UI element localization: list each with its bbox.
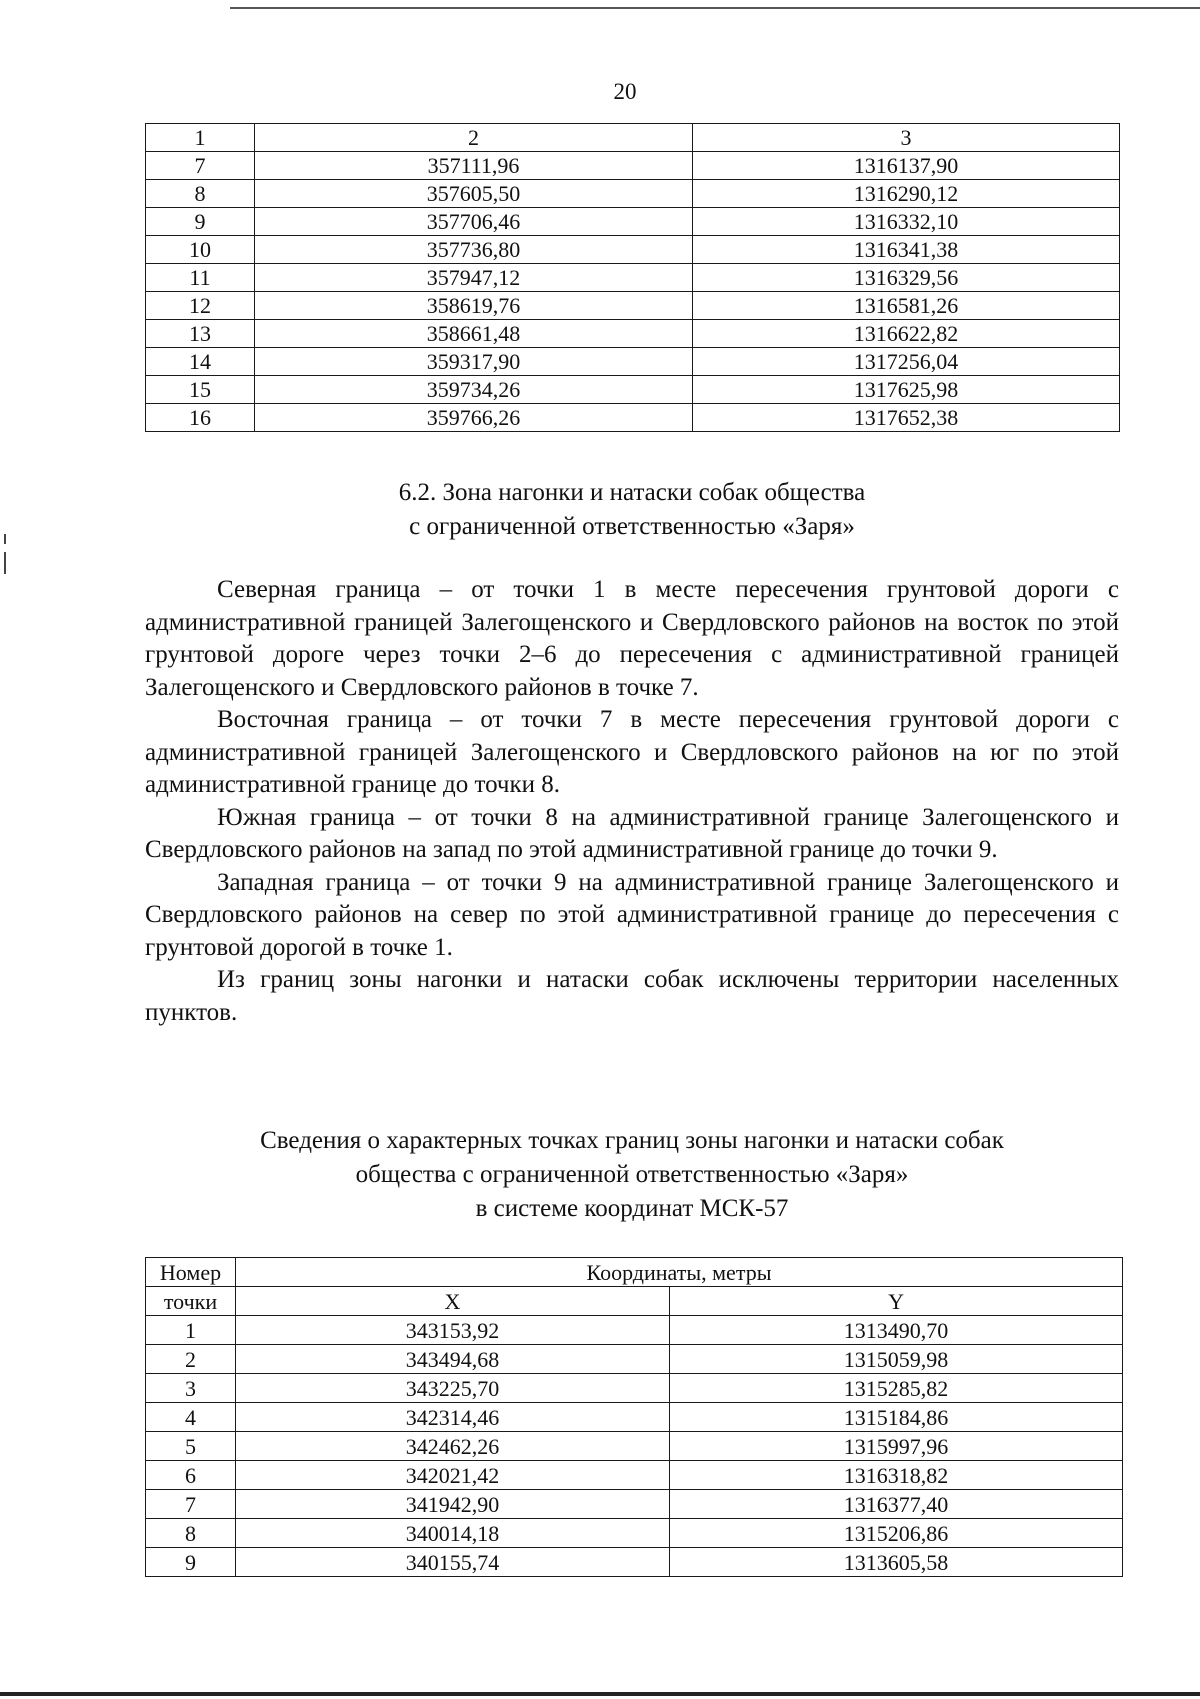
y-coordinate-cell: 1317256,04 (693, 348, 1120, 376)
point-number-cell: 9 (146, 1548, 236, 1577)
table-row (146, 292, 1120, 320)
point-number-cell: 15 (146, 376, 255, 404)
x-coordinate-cell: 340014,18 (236, 1519, 670, 1548)
table-row (146, 1490, 1123, 1519)
x-coordinate-cell: 343494,68 (236, 1345, 670, 1374)
table-caption-line: Сведения о характерных точках границ зоны нагонки и натаски собак (260, 1127, 1004, 1154)
y-coordinate-cell: 1315997,96 (670, 1432, 1123, 1461)
y-coordinate-cell: 1316332,10 (693, 208, 1120, 236)
table-row (146, 208, 1120, 236)
point-number-cell: 4 (146, 1403, 236, 1432)
paragraph: Северная граница – от точки 1 в месте пересечения грунтовой дороги с административной границей Залегощенского и Свердловского районов на восток по этой грунтовой дороге через точки 2–6 до пересечения с административной границей Залегощенского и Свердловского районов в точке 7. (145, 576, 1119, 701)
x-coordinate-cell: 343153,92 (236, 1316, 670, 1345)
y-coordinate-cell: 1316581,26 (693, 292, 1120, 320)
y-coordinate-cell: 1315285,82 (670, 1374, 1123, 1403)
x-coordinate-cell: 359766,26 (255, 404, 693, 432)
point-number-cell: 1 (146, 1316, 236, 1345)
section-heading-line: с ограниченной ответственностью «Заря» (409, 513, 855, 540)
x-header: X (236, 1287, 670, 1316)
table-header-cell: 1 (146, 124, 255, 152)
y-coordinate-cell: 1315184,86 (670, 1403, 1123, 1432)
paragraph: Западная граница – от точки 9 на административной границе Залегощенского и Свердловского районов на север по этой административной границе до пересечения с грунтовой дорогой в точке 1. (145, 868, 1119, 961)
table-row (146, 236, 1120, 264)
y-coordinate-cell: 1316290,12 (693, 180, 1120, 208)
table-row (146, 404, 1120, 432)
point-number-cell: 3 (146, 1374, 236, 1403)
y-coordinate-cell: 1315059,98 (670, 1345, 1123, 1374)
table-row (146, 264, 1120, 292)
point-number-header: Номер (146, 1258, 236, 1287)
y-coordinate-cell: 1316341,38 (693, 236, 1120, 264)
paragraph: Восточная граница – от точки 7 в месте пересечения грунтовой дороги с административной границей Залегощенского и Свердловского районов на юг по этой административной границе до точки 8. (145, 706, 1119, 798)
point-number-cell: 9 (146, 208, 255, 236)
table-row (146, 1316, 1123, 1345)
x-coordinate-cell: 342021,42 (236, 1461, 670, 1490)
x-coordinate-cell: 342462,26 (236, 1432, 670, 1461)
table-row (146, 180, 1120, 208)
y-coordinate-cell: 1313605,58 (670, 1548, 1123, 1577)
point-number-cell: 2 (146, 1345, 236, 1374)
point-number-cell: 7 (146, 1490, 236, 1519)
table-row (146, 376, 1120, 404)
paragraph: Из границ зоны нагонки и натаски собак исключены территории населенных пунктов. (145, 966, 1119, 1026)
y-coordinate-cell: 1313490,70 (670, 1316, 1123, 1345)
page-number: 20 (613, 79, 637, 104)
table-row (146, 1345, 1123, 1374)
coordinates-table-continued (145, 123, 1120, 432)
table-row (146, 1519, 1123, 1548)
y-coordinate-cell: 1317652,38 (693, 404, 1120, 432)
table-row (146, 1403, 1123, 1432)
x-coordinate-cell: 358661,48 (255, 320, 693, 348)
coordinates-table (145, 1257, 1123, 1577)
x-coordinate-cell: 340155,74 (236, 1548, 670, 1577)
point-number-cell: 16 (146, 404, 255, 432)
x-coordinate-cell: 359734,26 (255, 376, 693, 404)
table-caption-line: общества с ограниченной ответственностью «Заря» (355, 1161, 909, 1188)
table-header-cell: 3 (693, 124, 1120, 152)
point-number-cell: 14 (146, 348, 255, 376)
table-row (146, 1461, 1123, 1490)
y-header: Y (670, 1287, 1123, 1316)
table-header-cell: 2 (255, 124, 693, 152)
y-coordinate-cell: 1315206,86 (670, 1519, 1123, 1548)
y-coordinate-cell: 1316318,82 (670, 1461, 1123, 1490)
y-coordinate-cell: 1316622,82 (693, 320, 1120, 348)
x-coordinate-cell: 357706,46 (255, 208, 693, 236)
point-number-cell: 5 (146, 1432, 236, 1461)
y-coordinate-cell: 1316377,40 (670, 1490, 1123, 1519)
table-row (146, 1374, 1123, 1403)
y-coordinate-cell: 1316329,56 (693, 264, 1120, 292)
table-row (146, 1432, 1123, 1461)
x-coordinate-cell: 357947,12 (255, 264, 693, 292)
x-coordinate-cell: 341942,90 (236, 1490, 670, 1519)
table-row (146, 1548, 1123, 1577)
point-number-header: точки (146, 1287, 236, 1316)
coords-header: Координаты, метры (236, 1258, 1123, 1287)
y-coordinate-cell: 1316137,90 (693, 152, 1120, 180)
table-header-row (146, 1258, 1123, 1287)
section-heading-line: 6.2. Зона нагонки и натаски собак общества (398, 479, 866, 506)
table-row (146, 348, 1120, 376)
x-coordinate-cell: 343225,70 (236, 1374, 670, 1403)
point-number-cell: 7 (146, 152, 255, 180)
x-coordinate-cell: 357605,50 (255, 180, 693, 208)
paragraph: Южная граница – от точки 8 на административной границе Залегощенского и Свердловского районов на запад по этой административной границе до точки 9. (145, 803, 1119, 863)
point-number-cell: 6 (146, 1461, 236, 1490)
table-header-row (146, 1287, 1123, 1316)
x-coordinate-cell: 357111,96 (255, 152, 693, 180)
point-number-cell: 10 (146, 236, 255, 264)
boundary-description (145, 574, 1119, 1029)
point-number-cell: 8 (146, 180, 255, 208)
scan-left-mark (4, 552, 6, 574)
x-coordinate-cell: 357736,80 (255, 236, 693, 264)
scan-top-rule (230, 7, 1200, 9)
table-caption (145, 1124, 1119, 1226)
point-number-cell: 13 (146, 320, 255, 348)
point-number-cell: 11 (146, 264, 255, 292)
table-header-row (146, 124, 1120, 152)
section-heading (145, 476, 1119, 544)
scan-bottom-rule (0, 1692, 1200, 1696)
table-row (146, 320, 1120, 348)
table-caption-line: в системе координат МСК-57 (475, 1195, 789, 1222)
y-coordinate-cell: 1317625,98 (693, 376, 1120, 404)
x-coordinate-cell: 342314,46 (236, 1403, 670, 1432)
scan-left-mark (4, 534, 6, 544)
table-row (146, 152, 1120, 180)
x-coordinate-cell: 359317,90 (255, 348, 693, 376)
point-number-cell: 12 (146, 292, 255, 320)
point-number-cell: 8 (146, 1519, 236, 1548)
x-coordinate-cell: 358619,76 (255, 292, 693, 320)
